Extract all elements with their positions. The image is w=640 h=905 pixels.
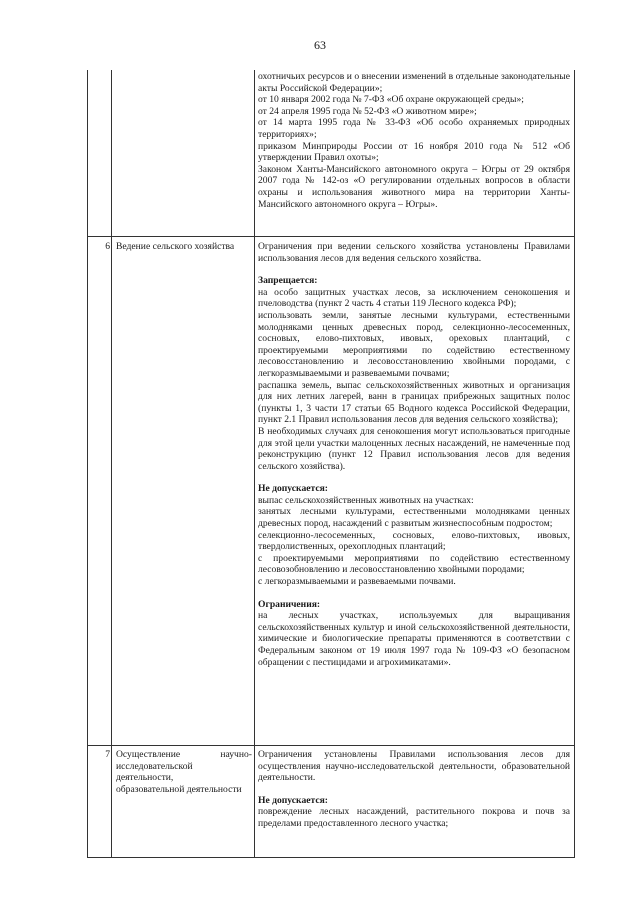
row-name-line: образовательной деятельности	[116, 783, 242, 795]
paragraph: от 14 марта 1995 года № 33-ФЗ «Об особо охраняемых природных территориях»;	[258, 117, 570, 140]
paragraph: В необходимых случаях для сенокошения могут использоваться пригодные для этой цели участки малоценных лесных насаждений, не намеченные под реконструкцию (пункт 12 Правил использования лесов для ведения сельского хозяйства).	[258, 425, 570, 472]
paragraph: с легкоразмываемыми и развеваемыми почвами.	[258, 576, 456, 588]
row-divider	[88, 745, 574, 746]
section-heading: Не допускается:	[258, 483, 328, 495]
paragraph: использовать земли, занятые лесными культурами, естественными молодняками ценных древесных пород, селекционно-лесосеменных, сосновых, елово-пихтовых, ивовых, ореховых плантаций, с проектируемыми мероприятиями по содействию естественному лесовосстановлению и лесовосстановлению хвойными породами, с легкоразмываемыми и развеваемыми почвами;	[258, 309, 570, 379]
paragraph: повреждение лесных насаждений, растительного покрова и почв за пределами предоставленного лесного участка;	[258, 806, 570, 829]
row-content	[258, 71, 570, 210]
row-name-line: Ведение сельского хозяйства	[116, 241, 235, 252]
paragraph: выпас сельскохозяйственных животных на участках:	[258, 494, 474, 506]
paragraph: Законом Ханты-Мансийского автономного округа – Югры от 29 октября 2007 года № 142-оз «О регулировании отдельных вопросов в области охраны и использования животного мира на территории Ханты-Мансийского автономного округа – Югры».	[258, 163, 570, 210]
row-name-line: Осуществление научно-исследовательской деятельности,	[116, 749, 252, 784]
forest-use-restrictions-table	[87, 70, 575, 858]
paragraph: занятых лесными культурами, естественными молодняками ценных древесных пород, насаждений с развитым жизнеспособным подростом;	[258, 506, 570, 530]
paragraph: Ограничения установлены Правилами использования лесов для осуществления научно-исследовательской деятельности, образовательной деятельности.	[258, 749, 570, 784]
paragraph: на особо защитных участках лесов, за исключением сенокошения и пчеловодства (пункт 2 часть 4 статьи 119 Лесного кодекса РФ);	[258, 286, 570, 310]
paragraph-gap	[258, 264, 570, 275]
row-number: 7	[105, 749, 110, 760]
paragraph-gap	[258, 472, 570, 483]
page-number: 63	[314, 38, 326, 52]
paragraph: охотничьих ресурсов и о внесении изменений в отдельные законодательные акты Российской Федерации»;	[258, 71, 570, 94]
column-divider	[111, 70, 112, 857]
paragraph: на лесных участках, используемых для выращивания сельскохозяйственных культур и иной сельскохозяйственной деятельности, химические и биологические препараты применяются в соответствии с Федеральным законом от 19 июля 1997 года № 109-ФЗ «О безопасном обращении с пестицидами и агрохимикатами».	[258, 610, 570, 668]
row-name	[116, 241, 252, 253]
row-content	[258, 749, 570, 830]
paragraph: распашка земель, выпас сельскохозяйственных животных и организация для них летних лагерей, ванн в границах прибрежных защитных полос (пункты 1, 3 части 17 статьи 65 Водного кодекса Российской Федерации, пункт 2.1 Правил использования лесов для ведения сельского хозяйства);	[258, 379, 570, 426]
section-heading: Не допускается:	[258, 794, 328, 806]
row-divider	[88, 236, 574, 237]
paragraph: от 10 января 2002 года № 7-ФЗ «Об охране окружающей среды»;	[258, 94, 524, 106]
row-content	[258, 241, 570, 668]
paragraph: селекционно-лесосеменных, сосновых, елово-пихтовых, ивовых, твердолиственных, орехоплодных плантаций;	[258, 529, 570, 553]
row-name	[116, 749, 252, 795]
section-heading: Запрещается:	[258, 275, 318, 287]
paragraph-gap	[258, 784, 570, 795]
paragraph: приказом Минприроды России от 16 ноября 2010 года № 512 «Об утверждении Правил охоты»;	[258, 140, 570, 164]
row-number: 6	[105, 241, 110, 252]
column-divider	[254, 70, 255, 857]
section-heading: Ограничения:	[258, 598, 321, 610]
paragraph: от 24 апреля 1995 года № 52-ФЗ «О животном мире»;	[258, 105, 477, 117]
paragraph-gap	[258, 588, 570, 599]
paragraph: с проектируемыми мероприятиями по содействию естественному лесовозобновлению и лесовосстановлению хвойными породами;	[258, 552, 570, 576]
paragraph: Ограничения при ведении сельского хозяйства установлены Правилами использования лесов для ведения сельского хозяйства.	[258, 241, 570, 264]
